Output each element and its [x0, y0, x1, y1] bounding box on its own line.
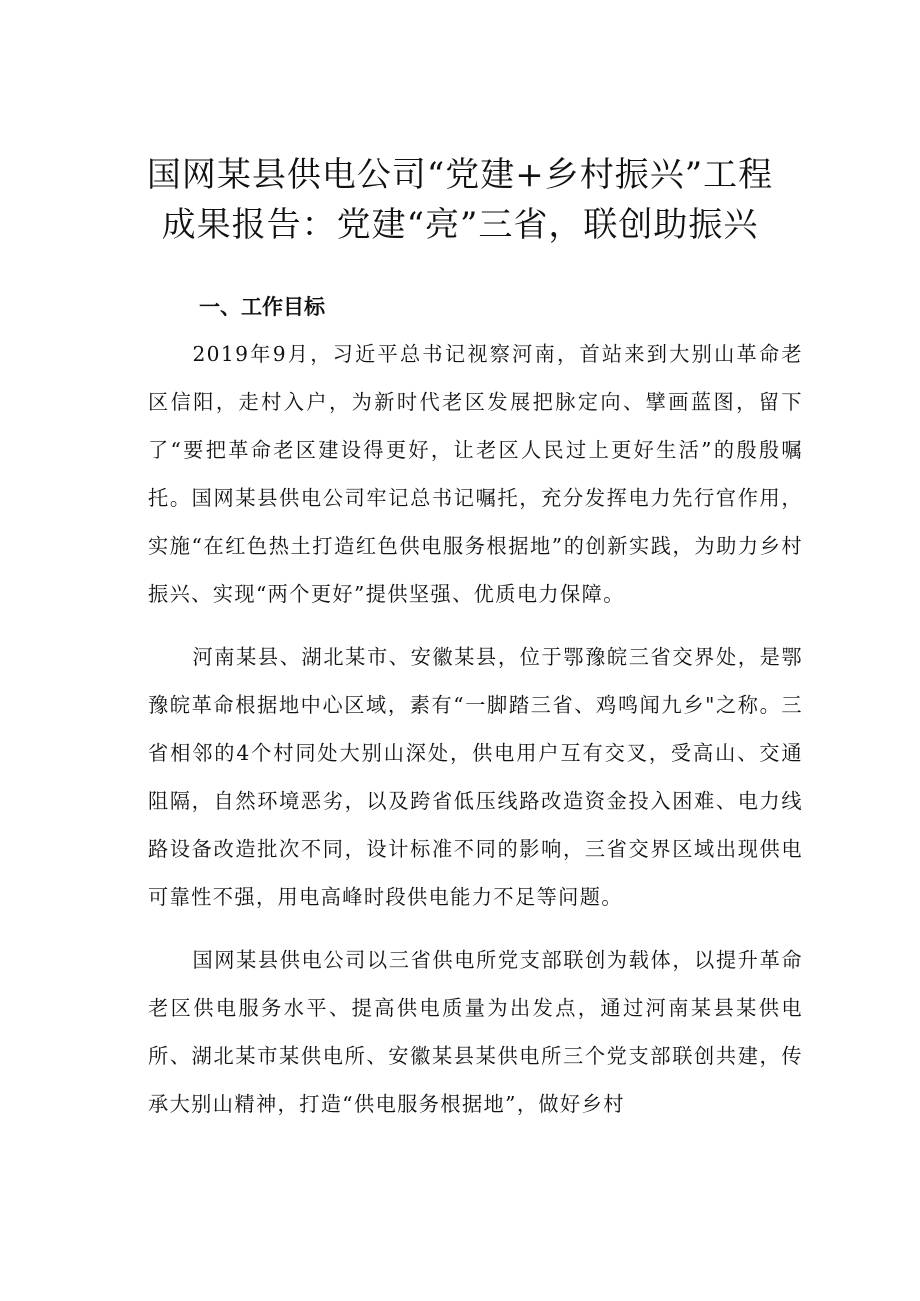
title-line-2: 成果报告：党建“亮”三省，联创助振兴	[161, 205, 759, 245]
section-heading: 一、工作目标	[199, 295, 325, 319]
paragraph-2: 河南某县、湖北某市、安徽某县，位于鄂豫皖三省交界处，是鄂豫皖革命根据地中心区域，素有“一脚踏三省、鸡鸣闻九乡"之称。三省相邻的4个村同处大别山深处，供电用户互有交叉，受高山、交通阻隔，自然环境恶劣，以及跨省低压线路改造资金投入困难、电力线路设备改造批次不同，设计标准不同的影响，三省交界区域出现供电可靠性不强，用电高峰时段供电能力不足等问题。	[148, 645, 803, 909]
paragraph-1: 2019年9月，习近平总书记视察河南，首站来到大别山革命老区信阳，走村入户，为新时代老区发展把脉定向、擘画蓝图，留下了“要把革命老区建设得更好，让老区人民过上更好生活”的殷殷嘱托。国网某县供电公司牢记总书记嘱托，充分发挥电力先行官作用，实施“在红色热土打造红色供电服务根据地”的创新实践，为助力乡村振兴、实现“两个更好”提供坚强、优质电力保障。	[148, 342, 803, 606]
document-title	[120, 150, 800, 250]
paragraph-3: 国网某县供电公司以三省供电所党支部联创为载体，以提升革命老区供电服务水平、提高供电质量为出发点，通过河南某县某供电所、湖北某市某供电所、安徽某县某供电所三个党支部联创共建，传承大别山精神，打造“供电服务根据地”，做好乡村	[148, 948, 803, 1116]
title-line-1: 国网某县供电公司“党建+乡村振兴”工程	[146, 155, 774, 195]
